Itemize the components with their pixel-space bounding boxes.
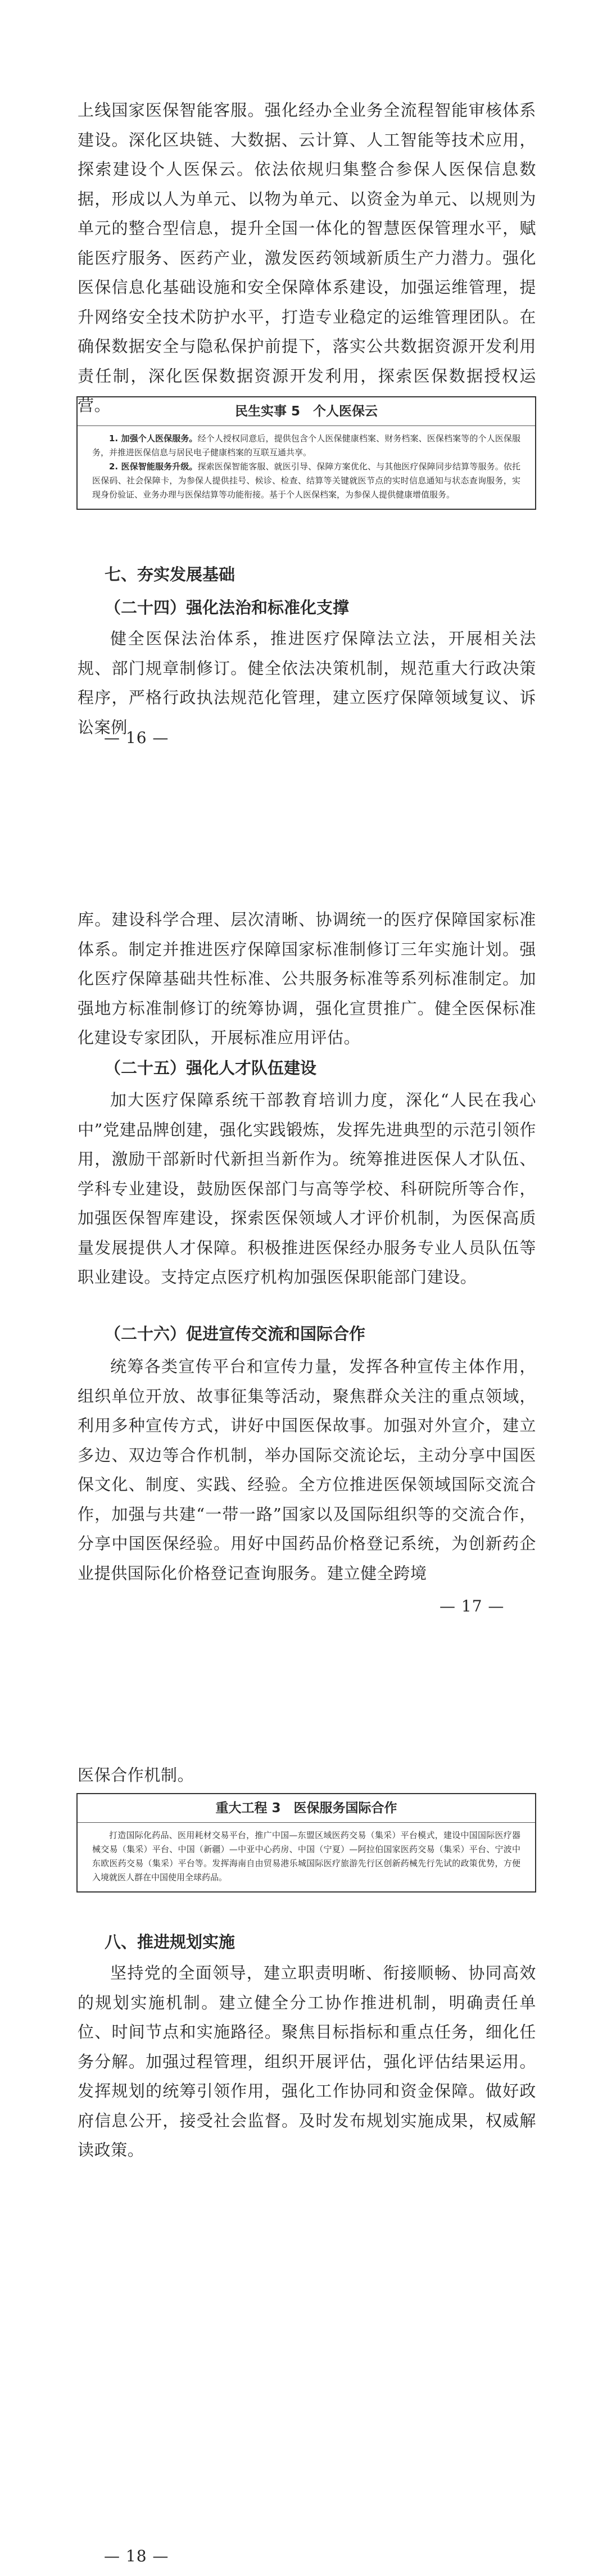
subsection-title: 强化法治和标准化支撑: [186, 598, 350, 617]
page-number: — 18 —: [104, 2547, 169, 2565]
page-16: [0, 0, 607, 877]
box-item-1-lead: 1. 加强个人医保服务。: [109, 433, 198, 443]
box-item-2: [92, 460, 520, 502]
box-title: 民生实事 5 个人医保云: [78, 397, 535, 426]
major-project-box: [76, 1793, 536, 1893]
box-item-1: [92, 432, 520, 460]
livelihood-project-box: [76, 396, 536, 510]
paragraph-cross-border: 医保合作机制。: [78, 1765, 194, 1785]
paragraph-international: 统筹各类宣传平台和宣传力量，发挥各种宣传主体作用，组织单位开放、故事征集等活动，聚焦群众关注的重点领域，利用多种宣传方式，讲好中国医保故事。加强对外宣介，建立多边、双边等合作机制，举办国际交流论坛，主动分享中国医保文化、制度、实践、经验。全方位推进医保领域国际交流合作，加强与共建“一带一路”国家以及国际组织等的交流合作，分享中国医保经验。用好中国药品价格登记系统，为创新药企业提供国际化价格登记查询服务。建立健全跨境: [78, 1357, 536, 1583]
subsection-title: 促进宣传交流和国际合作: [186, 1324, 366, 1343]
box-item-1-text: 经个人授权同意后，提供包含个人医保健康档案、财务档案、医保档案等的个人医保服务，并推进医保信息与居民电子健康档案的互联互通共享。: [92, 433, 520, 458]
page-number: — 17 —: [440, 1597, 505, 1615]
subsection-number: （二十五）: [105, 1058, 187, 1078]
subsection-heading-25: [105, 1057, 316, 1079]
box-item-2-text: 探索医保智能客服、就医引导、保障方案优化、与其他医疗保障同步结算等服务。依托医保码、社会保障卡，为参保人提供挂号、候诊、检查、结算等关键就医节点的实时信息通知与状态查询服务，实现身份验证、业务办理与医保结算等功能衔接。基于个人医保档案，为参保人提供健康增值服务。: [92, 461, 520, 500]
subsection-number: （二十六）: [105, 1324, 187, 1343]
paragraph-talent: 加大医疗保障系统干部教育培训力度，深化“人民在我心中”党建品牌创建，强化实践锻炼，发挥先进典型的示范引领作用，激励干部新时代新担当新作为。统筹推进医保人才队伍、学科专业建设，鼓励医保部门与高等学校、科研院所等合作，加强医保智库建设，探索医保领域人才评价机制，为医保高质量发展提供人才保障。积极推进医保经办服务专业人员队伍等职业建设。支持定点医疗机构加强医保职能部门建设。: [78, 1090, 536, 1287]
box-text: 打造国际化药品、医用耗材交易平台，推广中国—东盟区域医药交易（集采）平台模式，建设中国国际医疗器械交易（集采）平台、中国（新疆）—中亚中心药房、中国（宁夏）—阿拉伯国家医药交易（集采）平台、宁波中东欧医药交易（集采）平台等。发挥海南自由贸易港乐城国际医疗旅游先行区创新药械先行先试的政策优势，方便入境就医人群在中国使用全球药品。: [92, 1830, 520, 1882]
section-heading-8: 八、推进规划实施: [105, 1932, 235, 1952]
box-body: [78, 426, 535, 509]
paragraph-implementation: 坚持党的全面领导，建立职责明晰、衔接顺畅、协同高效的规划实施机制。建立健全分工协作推进机制，明确责任单位、时间节点和实施路径。聚焦目标指标和重点任务，细化任务分解。加强过程管理，组织开展评估，强化评估结果运用。发挥规划的统筹引领作用，强化工作协同和资金保障。做好政府信息公开，接受社会监督。及时发布规划实施成果，权威解读政策。: [78, 1963, 536, 2160]
box-item-2-lead: 2. 医保智能服务升级。: [109, 461, 198, 472]
page-17: [0, 877, 607, 1737]
page-18: [0, 1737, 607, 2576]
paragraph-intelligent-services: 上线国家医保智能客服。强化经办全业务全流程智能审核体系建设。深化区块链、大数据、云计算、人工智能等技术应用，探索建设个人医保云。依法依规归集整合参保人医保信息数据，形成以人为单元、以物为单元、以资金为单元、以规则为单元的整合型信息，提升全国一体化的智慧医保管理水平，赋能医疗服务、医药产业，激发医药领域新质生产力潜力。强化医保信息化基础设施和安全保障体系建设，加强运维管理，提升网络安全技术防护水平，打造专业稳定的运维管理团队。在确保数据安全与隐私保护前提下，落实公共数据资源开发利用责任制，深化医保数据资源开发利用，探索医保数据授权运营。: [78, 101, 536, 415]
box-body: [78, 1823, 535, 1891]
subsection-heading-24: [105, 596, 349, 619]
box-title: 重大工程 3 医保服务国际合作: [78, 1794, 535, 1823]
section-heading-7: 七、夯实发展基础: [105, 565, 235, 584]
subsection-heading-26: [105, 1323, 365, 1345]
page-number: — 16 —: [104, 728, 169, 747]
subsection-number: （二十四）: [105, 598, 187, 617]
paragraph-standards: 库。建设科学合理、层次清晰、协调统一的医疗保障国家标准体系。制定并推进医疗保障国家标准制修订三年实施计划。强化医疗保障基础共性标准、公共服务标准等系列标准制定。加强地方标准制修订的统筹协调，强化宣贯推广。健全医保标准化建设专家团队，开展标准应用评估。: [78, 910, 536, 1047]
paragraph-legal-system: 健全医保法治体系，推进医疗保障法立法，开展相关法规、部门规章制修订。健全依法决策机制，规范重大行政决策程序，严格行政执法规范化管理，建立医疗保障领域复议、诉讼案例: [78, 629, 536, 737]
subsection-title: 强化人才队伍建设: [186, 1058, 317, 1078]
